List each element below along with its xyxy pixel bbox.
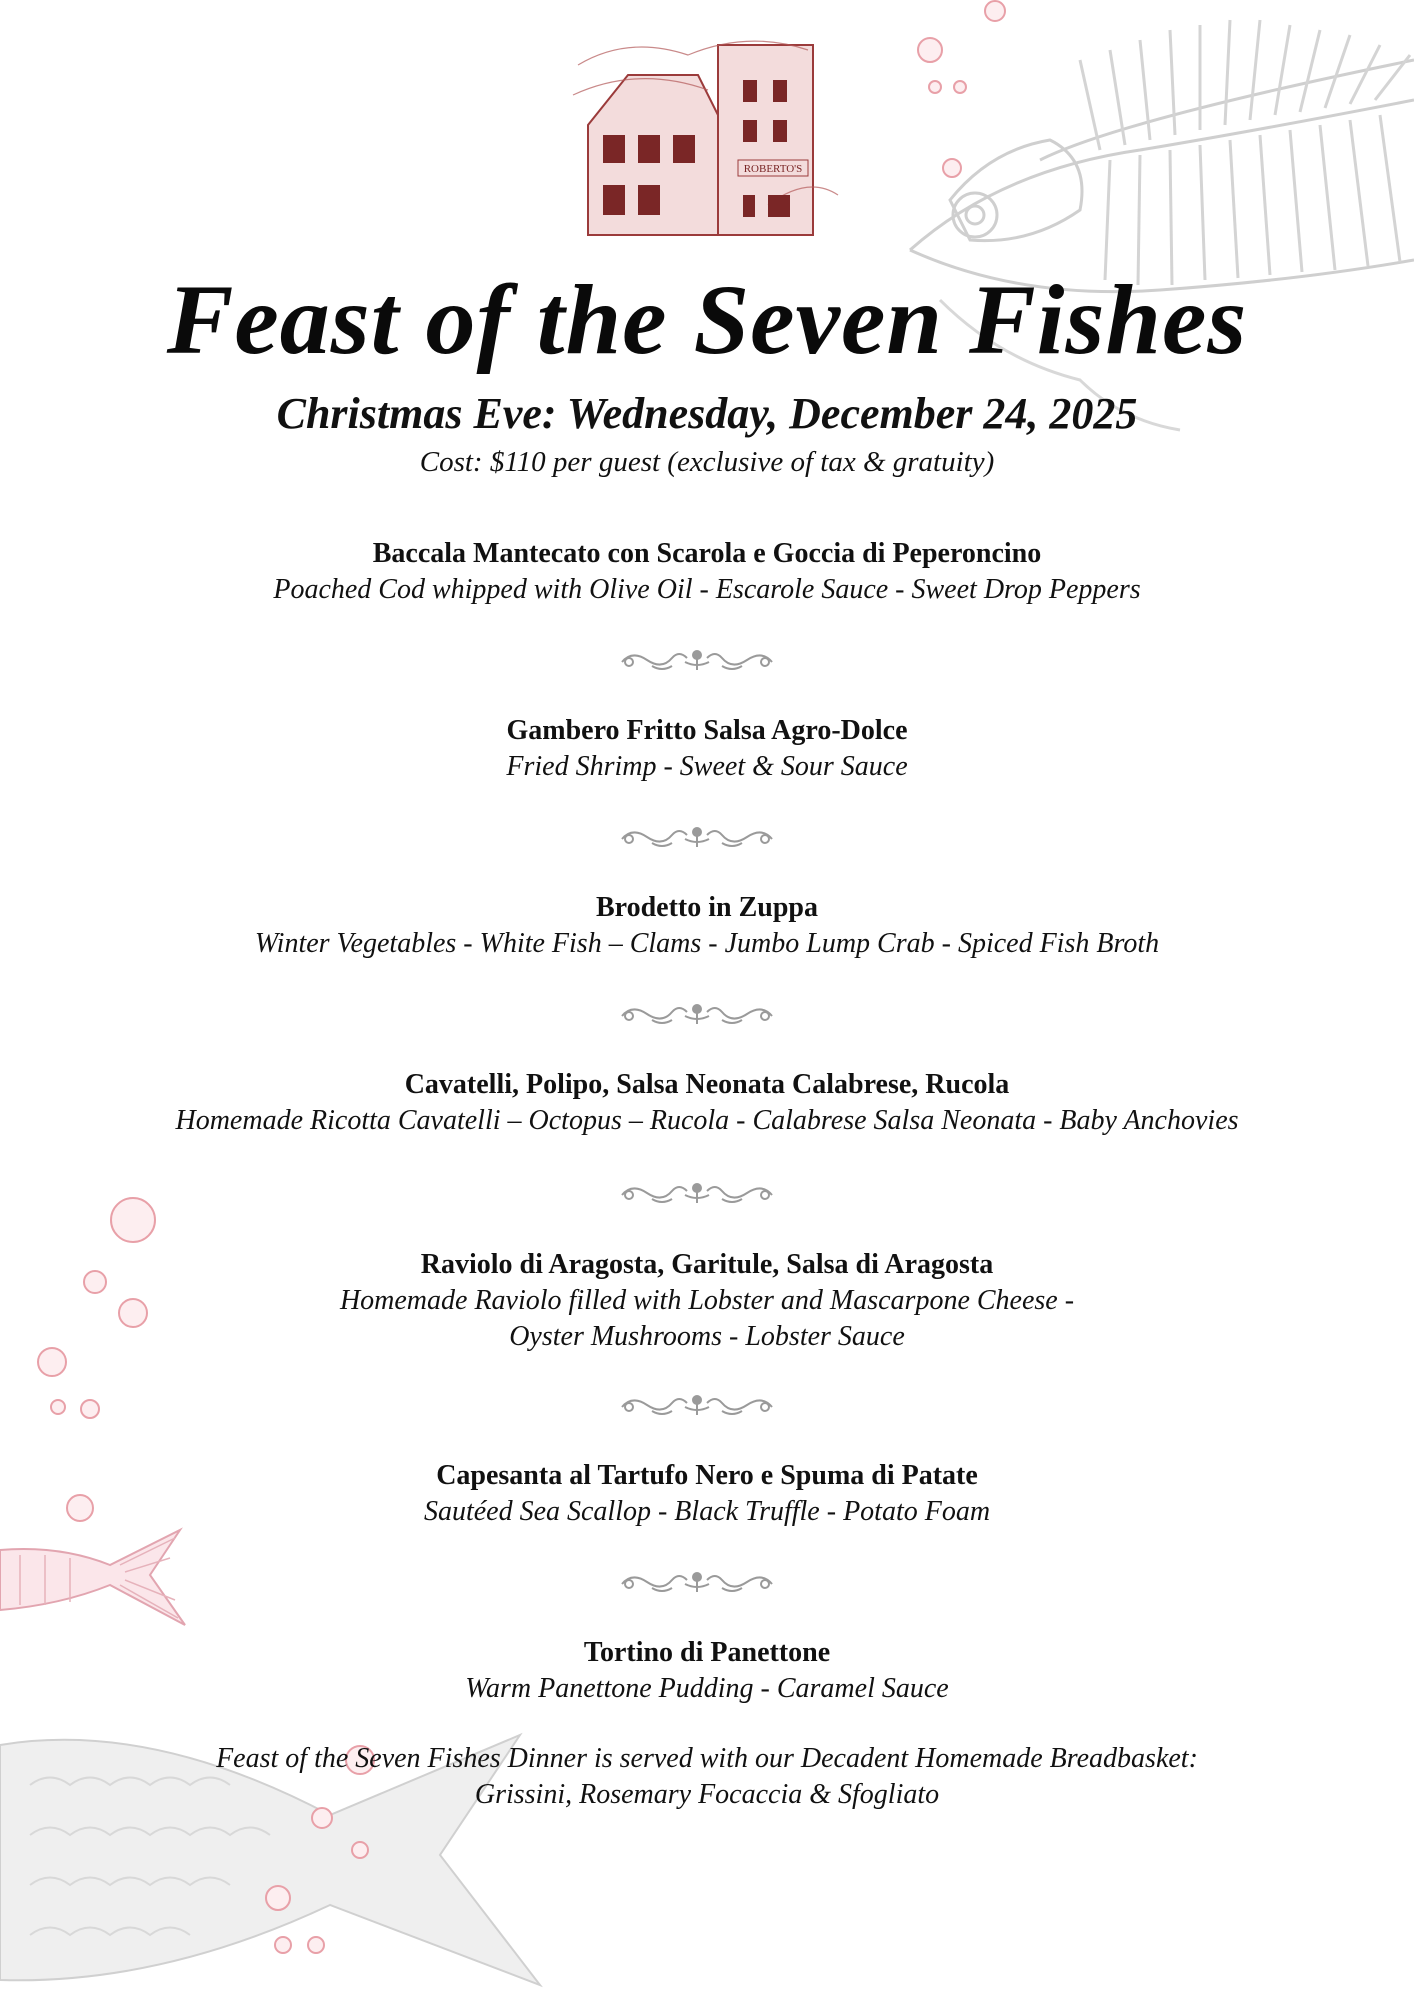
breadbasket-note-line2: Grissini, Rosemary Focaccia & Sfogliato <box>474 1779 940 1810</box>
building-sign-text: ROBERTO'S <box>743 163 803 175</box>
ornament-divider-icon <box>617 817 777 857</box>
course-name: Baccala Mantecato con Scarola e Goccia di Peperoncino <box>372 538 1042 569</box>
course-name: Brodetto in Zuppa <box>596 892 818 923</box>
event-date: Christmas Eve: Wednesday, December 24, 2025 <box>276 389 1138 438</box>
course-name: Gambero Fritto Salsa Agro-Dolce <box>506 715 908 746</box>
price-note: Cost: $110 per guest (exclusive of tax & gratuity) <box>419 446 995 478</box>
menu-title: Feast of the Seven Fishes <box>166 264 1248 375</box>
course-6 <box>0 1460 1414 1528</box>
breadbasket-note <box>0 1743 1414 1811</box>
course-name: Capesanta al Tartufo Nero e Spuma di Patate <box>436 1460 978 1491</box>
course-description: Homemade Ricotta Cavatelli – Octopus – Rucola - Calabrese Salsa Neonata - Baby Anchovies <box>175 1105 1239 1136</box>
course-description-continued: Oyster Mushrooms - Lobster Sauce <box>509 1321 905 1352</box>
course-description: Poached Cod whipped with Olive Oil - Escarole Sauce - Sweet Drop Peppers <box>273 574 1141 605</box>
course-4 <box>0 1069 1414 1137</box>
course-description: Sautéed Sea Scallop - Black Truffle - Potato Foam <box>423 1496 991 1527</box>
course-7 <box>0 1637 1414 1705</box>
ornament-divider-icon <box>617 1173 777 1213</box>
course-3 <box>0 892 1414 960</box>
ornament-divider-icon <box>617 994 777 1034</box>
restaurant-building-sketch <box>568 35 843 245</box>
course-name: Tortino di Panettone <box>583 1637 831 1668</box>
course-name: Raviolo di Aragosta, Garitule, Salsa di Aragosta <box>420 1249 994 1280</box>
course-description: Warm Panettone Pudding - Caramel Sauce <box>465 1673 949 1704</box>
breadbasket-note-line1: Feast of the Seven Fishes Dinner is served with our Decadent Homemade Breadbasket: <box>216 1743 1198 1774</box>
course-1 <box>0 538 1414 606</box>
course-description: Fried Shrimp - Sweet & Sour Sauce <box>506 751 908 782</box>
ornament-divider-icon <box>617 1385 777 1425</box>
course-description: Homemade Raviolo filled with Lobster and Mascarpone Cheese - <box>339 1285 1075 1316</box>
course-description: Winter Vegetables - White Fish – Clams - Jumbo Lump Crab - Spiced Fish Broth <box>254 928 1160 959</box>
course-name: Cavatelli, Polipo, Salsa Neonata Calabrese, Rucola <box>404 1069 1010 1100</box>
course-5 <box>0 1249 1414 1353</box>
ornament-divider-icon <box>617 1562 777 1602</box>
course-2 <box>0 715 1414 783</box>
ornament-divider-icon <box>617 640 777 680</box>
